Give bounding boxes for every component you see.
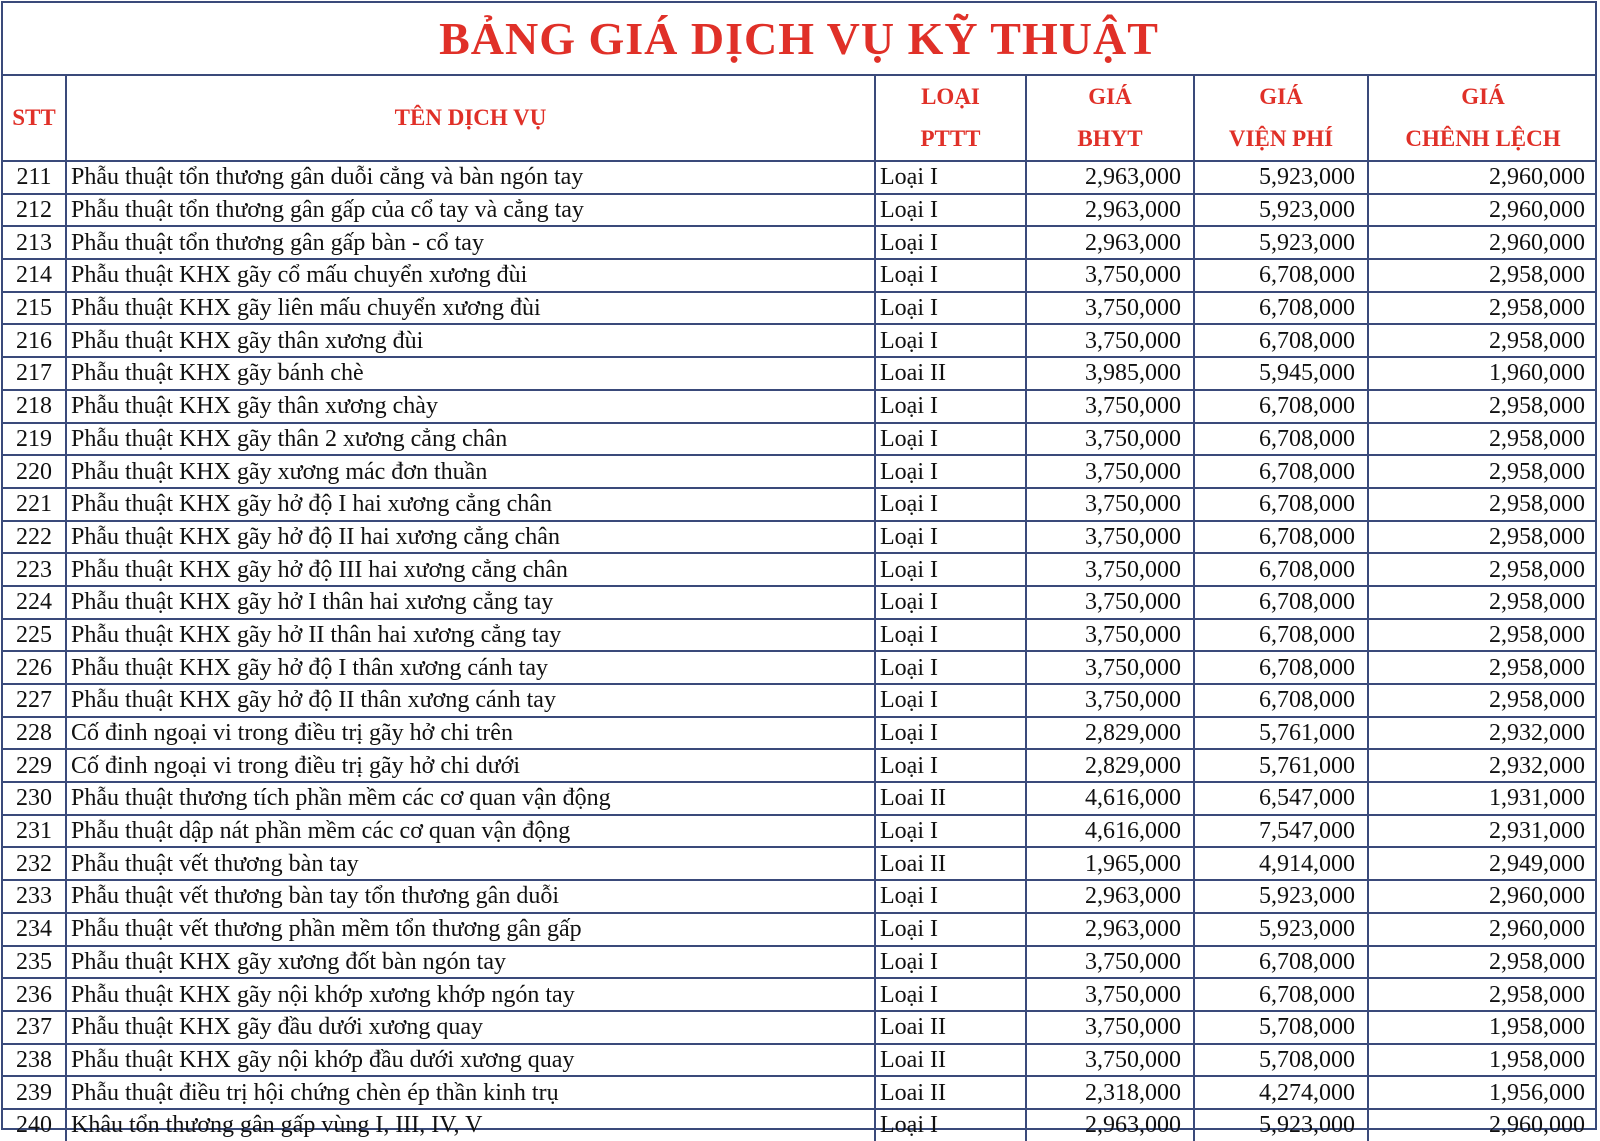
chenhlech-price-cell: 2,958,000 [1368, 455, 1597, 488]
chenhlech-price-cell: 2,960,000 [1368, 913, 1597, 946]
stt-cell: 227 [3, 684, 66, 717]
chenhlech-price-cell: 2,958,000 [1368, 619, 1597, 652]
header-stt: STT [3, 76, 66, 161]
chenhlech-price-cell: 1,931,000 [1368, 782, 1597, 815]
header-chenhlech-line2: CHÊNH LỆCH [1405, 126, 1561, 151]
header-vienphi-line1: GIÁ [1259, 84, 1303, 109]
page-title: BẢNG GIÁ DỊCH VỤ KỸ THUẬT [3, 3, 1595, 76]
stt-cell: 233 [3, 880, 66, 913]
bhyt-price-cell: 3,750,000 [1026, 488, 1194, 521]
stt-cell: 240 [3, 1109, 66, 1141]
stt-cell: 229 [3, 749, 66, 782]
header-type-line2: PTTT [920, 126, 981, 151]
table-row [3, 1044, 1597, 1077]
vienphi-price-cell: 6,708,000 [1194, 455, 1368, 488]
table-row [3, 913, 1597, 946]
table-row [3, 455, 1597, 488]
type-cell: Loại I [875, 161, 1026, 194]
type-cell: Loại I [875, 324, 1026, 357]
type-cell: Loại I [875, 978, 1026, 1011]
chenhlech-price-cell: 2,958,000 [1368, 586, 1597, 619]
bhyt-price-cell: 3,750,000 [1026, 390, 1194, 423]
stt-cell: 217 [3, 357, 66, 390]
type-cell: Loại I [875, 423, 1026, 456]
stt-cell: 214 [3, 259, 66, 292]
stt-cell: 219 [3, 423, 66, 456]
table-row [3, 684, 1597, 717]
chenhlech-price-cell: 2,960,000 [1489, 1112, 1585, 1139]
type-cell: Loại I [875, 880, 1026, 913]
table-row [3, 815, 1597, 848]
bhyt-price-cell: 2,318,000 [1026, 1076, 1194, 1109]
header-bhyt [1026, 76, 1194, 161]
service-name-cell: Phẫu thuật KHX gãy xương đốt bàn ngón tay [66, 946, 875, 979]
vienphi-price-cell: 6,708,000 [1194, 684, 1368, 717]
chenhlech-price-cell: 2,958,000 [1368, 292, 1597, 325]
service-name-cell: Phẫu thuật KHX gãy nội khớp xương khớp ngón tay [66, 978, 875, 1011]
type-cell: Loai II [875, 1011, 1026, 1044]
type-cell: Loại I [875, 684, 1026, 717]
service-name-cell: Phẫu thuật KHX gãy hở độ II thân xương cánh tay [66, 684, 875, 717]
vienphi-price-cell: 4,914,000 [1194, 847, 1368, 880]
bhyt-price-cell: 2,963,000 [1026, 880, 1194, 913]
stt-cell: 232 [3, 847, 66, 880]
stt-cell: 215 [3, 292, 66, 325]
vienphi-price-cell: 5,945,000 [1194, 357, 1368, 390]
chenhlech-price-cell: 2,958,000 [1368, 488, 1597, 521]
bhyt-price-cell: 3,750,000 [1026, 553, 1194, 586]
type-cell: Loai II [875, 782, 1026, 815]
service-name-cell: Phẫu thuật KHX gãy cổ mấu chuyển xương đùi [66, 259, 875, 292]
chenhlech-price-cell: 2,931,000 [1368, 815, 1597, 848]
chenhlech-price-cell: 2,958,000 [1368, 390, 1597, 423]
bhyt-price-cell: 2,963,000 [1026, 194, 1194, 227]
stt-cell: 237 [3, 1011, 66, 1044]
vienphi-price-cell: 6,547,000 [1194, 782, 1368, 815]
bhyt-price-cell: 3,750,000 [1026, 521, 1194, 554]
vienphi-price-cell: 5,708,000 [1194, 1044, 1368, 1077]
service-name-cell: Cố đinh ngoại vi trong điều trị gãy hở chi trên [66, 717, 875, 750]
table-row [3, 749, 1597, 782]
service-name-cell: Phẫu thuật vết thương bàn tay [66, 847, 875, 880]
chenhlech-price-cell: 2,960,000 [1368, 226, 1597, 259]
service-name-cell: Phẫu thuật KHX gãy thân xương chày [66, 390, 875, 423]
vienphi-price-cell: 5,923,000 [1194, 1109, 1368, 1141]
bhyt-price-cell: 3,750,000 [1026, 292, 1194, 325]
chenhlech-price-cell: 1,958,000 [1368, 1011, 1597, 1044]
stt-cell: 223 [3, 553, 66, 586]
type-cell: Loại I [875, 521, 1026, 554]
chenhlech-price-cell: 2,949,000 [1368, 847, 1597, 880]
type-cell: Loại I [875, 1109, 1026, 1141]
table-row [3, 324, 1597, 357]
service-name-cell: Phẫu thuật vết thương phần mềm tổn thương gân gấp [66, 913, 875, 946]
chenhlech-price-cell: 2,958,000 [1368, 978, 1597, 1011]
bhyt-price-cell: 3,750,000 [1026, 586, 1194, 619]
type-cell: Loại I [875, 749, 1026, 782]
type-cell: Loại I [875, 553, 1026, 586]
chenhlech-price-cell: 2,958,000 [1368, 259, 1597, 292]
table-row [3, 357, 1597, 390]
bhyt-price-cell: 3,750,000 [1026, 651, 1194, 684]
table-row [3, 553, 1597, 586]
stt-cell: 236 [3, 978, 66, 1011]
table-header-row [3, 76, 1597, 161]
stt-cell: 212 [3, 194, 66, 227]
vienphi-price-cell: 6,708,000 [1194, 324, 1368, 357]
table-row [3, 978, 1597, 1011]
stt-cell: 222 [3, 521, 66, 554]
bhyt-price-cell: 2,963,000 [1026, 913, 1194, 946]
service-name-cell: Phẫu thuật KHX gãy hở độ I thân xương cánh tay [66, 651, 875, 684]
bhyt-price-cell: 3,750,000 [1026, 978, 1194, 1011]
price-table [3, 76, 1597, 1141]
type-cell: Loại I [875, 226, 1026, 259]
header-type [875, 76, 1026, 161]
table-row [3, 259, 1597, 292]
chenhlech-price-cell: 2,960,000 [1368, 194, 1597, 227]
table-body [3, 161, 1597, 1141]
bhyt-price-cell: 2,963,000 [1026, 161, 1194, 194]
table-row [3, 946, 1597, 979]
header-type-line1: LOẠI [921, 84, 980, 109]
service-name-cell: Phẫu thuật tổn thương gân gấp của cổ tay và cẳng tay [66, 194, 875, 227]
chenhlech-price-cell: 2,958,000 [1368, 324, 1597, 357]
vienphi-price-cell: 6,708,000 [1194, 586, 1368, 619]
stt-cell: 225 [3, 619, 66, 652]
chenhlech-price-cell: 2,958,000 [1368, 521, 1597, 554]
service-name-cell: Phẫu thuật KHX gãy liên mấu chuyển xương đùi [66, 292, 875, 325]
table-row [3, 194, 1597, 227]
chenhlech-price-cell: 2,958,000 [1368, 553, 1597, 586]
vienphi-price-cell: 5,923,000 [1194, 194, 1368, 227]
bhyt-price-cell: 3,750,000 [1026, 619, 1194, 652]
chenhlech-price-cell: 2,958,000 [1368, 423, 1597, 456]
bhyt-price-cell: 3,750,000 [1026, 423, 1194, 456]
price-table-sheet [1, 1, 1597, 1139]
table-row [3, 226, 1597, 259]
vienphi-price-cell: 5,708,000 [1194, 1011, 1368, 1044]
header-bhyt-line1: GIÁ [1088, 84, 1132, 109]
stt-cell: 218 [3, 390, 66, 423]
type-cell: Loại I [875, 259, 1026, 292]
table-row [3, 521, 1597, 554]
type-cell: Loai II [875, 357, 1026, 390]
stt-cell: 226 [3, 651, 66, 684]
header-service-name: TÊN DỊCH VỤ [66, 76, 875, 161]
vienphi-price-cell: 5,923,000 [1194, 880, 1368, 913]
vienphi-price-cell: 5,761,000 [1194, 749, 1368, 782]
vienphi-price-cell: 7,547,000 [1194, 815, 1368, 848]
type-cell: Loại I [875, 651, 1026, 684]
type-cell: Loại I [875, 455, 1026, 488]
bhyt-price-cell: 2,963,000 [1026, 1109, 1194, 1141]
bhyt-price-cell: 4,616,000 [1026, 782, 1194, 815]
bhyt-price-cell: 1,965,000 [1026, 847, 1194, 880]
chenhlech-price-cell: 1,958,000 [1368, 1044, 1597, 1077]
service-name-cell: Phẫu thuật vết thương bàn tay tổn thương gân duỗi [66, 880, 875, 913]
service-name-cell: Phẫu thuật tổn thương gân gấp bàn - cổ tay [66, 226, 875, 259]
service-name-cell: Khâu tổn thương gân gấp vùng I, III, IV, V [66, 1109, 875, 1141]
header-chenhlech-line1: GIÁ [1461, 84, 1505, 109]
type-cell: Loai II [875, 1076, 1026, 1109]
service-name-cell: Phẫu thuật KHX gãy bánh chè [66, 357, 875, 390]
bhyt-price-cell: 3,985,000 [1026, 357, 1194, 390]
service-name-cell: Cố đinh ngoại vi trong điều trị gãy hở chi dưới [66, 749, 875, 782]
header-vienphi-line2: VIỆN PHÍ [1228, 126, 1334, 151]
table-row [3, 1076, 1597, 1109]
service-name-cell: Phẫu thuật KHX gãy thân xương đùi [66, 324, 875, 357]
vienphi-price-cell: 6,708,000 [1194, 946, 1368, 979]
table-row [3, 423, 1597, 456]
vienphi-price-cell: 6,708,000 [1194, 651, 1368, 684]
table-row [3, 847, 1597, 880]
chenhlech-price-cell: 2,932,000 [1368, 717, 1597, 750]
bhyt-price-cell: 3,750,000 [1026, 946, 1194, 979]
vienphi-price-cell: 6,708,000 [1194, 292, 1368, 325]
bhyt-price-cell: 2,829,000 [1026, 749, 1194, 782]
table-row [3, 782, 1597, 815]
header-chenhlech [1368, 76, 1597, 161]
header-bhyt-line2: BHYT [1077, 126, 1143, 151]
service-name-cell: Phẫu thuật KHX gãy thân 2 xương cẳng chân [66, 423, 875, 456]
table-row [3, 292, 1597, 325]
bhyt-price-cell: 3,750,000 [1026, 1011, 1194, 1044]
bhyt-price-cell: 2,829,000 [1026, 717, 1194, 750]
vienphi-price-cell: 6,708,000 [1194, 521, 1368, 554]
stt-cell: 224 [3, 586, 66, 619]
type-cell: Loại I [875, 619, 1026, 652]
table-row [3, 390, 1597, 423]
chenhlech-price-cell: 1,956,000 [1368, 1076, 1597, 1109]
stt-cell: 216 [3, 324, 66, 357]
type-cell: Loại I [875, 717, 1026, 750]
type-cell: Loại I [875, 292, 1026, 325]
service-name-cell: Phẫu thuật KHX gãy hở I thân hai xương cẳng tay [66, 586, 875, 619]
service-name-cell: Phẫu thuật KHX gãy xương mác đơn thuần [66, 455, 875, 488]
chenhlech-price-cell: 1,960,000 [1368, 357, 1597, 390]
vienphi-price-cell: 5,923,000 [1194, 161, 1368, 194]
stt-cell: 231 [3, 815, 66, 848]
vienphi-price-cell: 6,708,000 [1194, 259, 1368, 292]
service-name-cell: Phẫu thuật tổn thương gân duỗi cẳng và bàn ngón tay [66, 161, 875, 194]
type-cell: Loại I [875, 946, 1026, 979]
chenhlech-price-cell: 2,960,000 [1368, 161, 1597, 194]
type-cell: Loại I [875, 488, 1026, 521]
stt-cell: 220 [3, 455, 66, 488]
table-row [3, 1109, 1597, 1141]
chenhlech-price-cell: 2,958,000 [1368, 946, 1597, 979]
type-cell: Loai II [875, 847, 1026, 880]
stt-cell: 230 [3, 782, 66, 815]
table-row [3, 586, 1597, 619]
vienphi-price-cell: 6,708,000 [1194, 423, 1368, 456]
bhyt-price-cell: 3,750,000 [1026, 259, 1194, 292]
vienphi-price-cell: 6,708,000 [1194, 488, 1368, 521]
bhyt-price-cell: 3,750,000 [1026, 684, 1194, 717]
table-row [3, 717, 1597, 750]
service-name-cell: Phẫu thuật KHX gãy đầu dưới xương quay [66, 1011, 875, 1044]
service-name-cell: Phẫu thuật KHX gãy hở độ III hai xương cẳng chân [66, 553, 875, 586]
vienphi-price-cell: 4,274,000 [1194, 1076, 1368, 1109]
chenhlech-price-cell: 2,932,000 [1368, 749, 1597, 782]
table-row [3, 161, 1597, 194]
vienphi-price-cell: 6,708,000 [1194, 390, 1368, 423]
type-cell: Loại I [875, 586, 1026, 619]
vienphi-price-cell: 5,923,000 [1194, 226, 1368, 259]
table-row [3, 1011, 1597, 1044]
table-row [3, 619, 1597, 652]
type-cell: Loại I [875, 815, 1026, 848]
service-name-cell: Phẫu thuật thương tích phần mềm các cơ quan vận động [66, 782, 875, 815]
type-cell: Loại I [875, 913, 1026, 946]
stt-cell: 234 [3, 913, 66, 946]
type-cell: Loại I [875, 390, 1026, 423]
chenhlech-price-cell: 2,960,000 [1368, 880, 1597, 913]
service-name-cell: Phẫu thuật KHX gãy hở độ II hai xương cẳng chân [66, 521, 875, 554]
service-name-cell: Phẫu thuật KHX gãy hở II thân hai xương cẳng tay [66, 619, 875, 652]
header-vienphi [1194, 76, 1368, 161]
chenhlech-price-cell: 2,958,000 [1368, 684, 1597, 717]
bhyt-price-cell: 4,616,000 [1026, 815, 1194, 848]
stt-cell: 211 [3, 161, 66, 194]
vienphi-price-cell: 6,708,000 [1194, 553, 1368, 586]
bhyt-price-cell: 3,750,000 [1026, 455, 1194, 488]
bhyt-price-cell: 3,750,000 [1026, 1044, 1194, 1077]
stt-cell: 228 [3, 717, 66, 750]
chenhlech-price-cell: 2,958,000 [1368, 651, 1597, 684]
stt-cell: 239 [3, 1076, 66, 1109]
table-row [3, 651, 1597, 684]
service-name-cell: Phẫu thuật KHX gãy hở độ I hai xương cẳng chân [66, 488, 875, 521]
vienphi-price-cell: 5,761,000 [1194, 717, 1368, 750]
service-name-cell: Phẫu thuật dập nát phần mềm các cơ quan vận động [66, 815, 875, 848]
bhyt-price-cell: 2,963,000 [1026, 226, 1194, 259]
stt-cell: 238 [3, 1044, 66, 1077]
service-name-cell: Phẫu thuật KHX gãy nội khớp đầu dưới xương quay [66, 1044, 875, 1077]
bhyt-price-cell: 3,750,000 [1026, 324, 1194, 357]
vienphi-price-cell: 6,708,000 [1194, 978, 1368, 1011]
table-row [3, 488, 1597, 521]
stt-cell: 213 [3, 226, 66, 259]
vienphi-price-cell: 5,923,000 [1194, 913, 1368, 946]
stt-cell: 235 [3, 946, 66, 979]
table-row [3, 880, 1597, 913]
type-cell: Loai II [875, 1044, 1026, 1077]
service-name-cell: Phẫu thuật điều trị hội chứng chèn ép thần kinh trụ [66, 1076, 875, 1109]
stt-cell: 221 [3, 488, 66, 521]
vienphi-price-cell: 6,708,000 [1194, 619, 1368, 652]
type-cell: Loại I [875, 194, 1026, 227]
